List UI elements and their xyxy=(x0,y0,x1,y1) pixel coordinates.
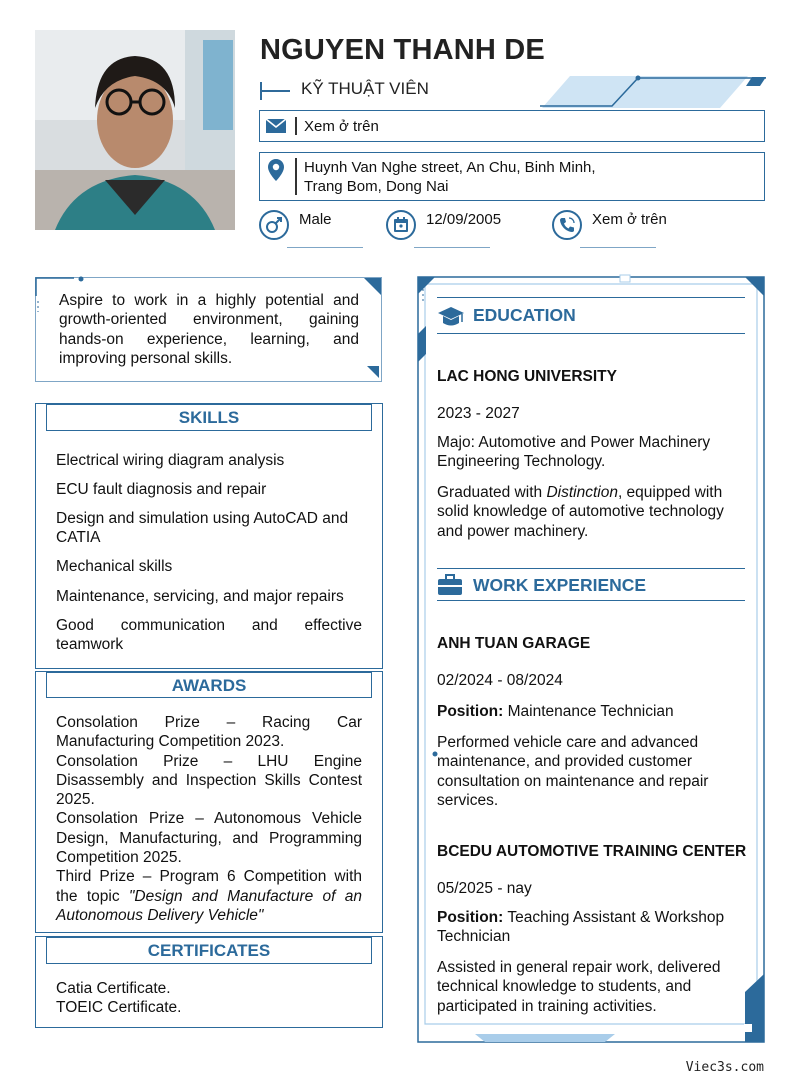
certificate-item: TOEIC Certificate. xyxy=(56,999,182,1016)
experience-title: WORK EXPERIENCE xyxy=(473,575,647,595)
awards-title: AWARDS xyxy=(46,672,372,698)
certificate-item: Catia Certificate. xyxy=(56,980,171,997)
circuit-decoration xyxy=(540,70,770,112)
skill-item: ECU fault diagnosis and repair xyxy=(56,481,267,498)
award-item: Consolation Prize – Autonomous Vehicle Design, Manufacturing, and Programming Competition 2025. xyxy=(56,810,362,867)
phone-icon xyxy=(552,210,582,240)
education-title: EDUCATION xyxy=(473,305,576,325)
email-value[interactable]: Xem ở trên xyxy=(304,118,379,135)
certificates-panel xyxy=(35,936,383,1028)
certificates-title: CERTIFICATES xyxy=(46,937,372,964)
education-period: 2023 - 2027 xyxy=(437,405,520,422)
envelope-icon xyxy=(263,115,289,137)
award-item: Consolation Prize – LHU Engine Disassembly and Inspection Skills Contest 2025. xyxy=(56,752,362,809)
skills-title: SKILLS xyxy=(46,404,372,431)
candidate-name: NGUYEN THANH DE xyxy=(260,34,545,66)
email-row xyxy=(259,110,765,142)
award-list xyxy=(56,713,362,925)
experience-header xyxy=(437,568,745,601)
location-pin-icon xyxy=(263,158,289,182)
birthday-value: 12/09/2005 xyxy=(426,211,502,228)
objective-text: Aspire to work in a highly potential and growth-oriented environment, gaining hands-on experience, learning, and improving personal skills. xyxy=(59,292,359,367)
objective-panel xyxy=(35,277,382,382)
job-description: Assisted in general repair work, delivered technical knowledge to students, and participated in training activities. xyxy=(437,959,721,1015)
underline xyxy=(287,247,363,248)
position-label: Position: xyxy=(437,703,504,720)
education-note xyxy=(437,483,747,541)
address-row xyxy=(259,152,765,201)
skill-item: Electrical wiring diagram analysis xyxy=(56,452,285,469)
job-position xyxy=(437,702,747,721)
award-item-text: Third Prize – Program 6 Competition with the topic xyxy=(56,868,362,905)
address-line-1: Huynh Van Nghe street, An Chu, Binh Minh, xyxy=(304,159,596,176)
address-value xyxy=(304,158,596,196)
job-title: KỸ THUẬT VIÊN xyxy=(301,79,429,98)
underline xyxy=(414,247,490,248)
position-label: Position: xyxy=(437,909,504,926)
profile-photo xyxy=(35,30,235,230)
job-period: 05/2025 - nay xyxy=(437,880,532,897)
company-name: BCEDU AUTOMOTIVE TRAINING CENTER xyxy=(437,843,747,860)
footer-brand[interactable]: Viec3s.com xyxy=(685,1060,764,1075)
education-major: Majo: Automotive and Power Machinery Engineering Technology. xyxy=(437,434,711,471)
job-position xyxy=(437,908,747,947)
awards-panel xyxy=(35,671,383,933)
skill-item: Maintenance, servicing, and major repairs xyxy=(56,588,344,605)
separator xyxy=(295,158,297,195)
separator xyxy=(295,117,297,135)
skill-item: Design and simulation using AutoCAD and CATIA xyxy=(56,510,349,547)
position-value: Teaching Assistant & Workshop Technician xyxy=(437,909,725,946)
company-name: ANH TUAN GARAGE xyxy=(437,635,591,652)
position-value: Maintenance Technician xyxy=(507,703,674,720)
phone-value[interactable]: Xem ở trên xyxy=(592,211,667,228)
award-item xyxy=(56,867,362,925)
graduation-cap-icon xyxy=(437,305,465,334)
job-description: Performed vehicle care and advanced maintenance, and provided customer consultation on maintenance and repair services. xyxy=(437,734,709,809)
calendar-icon xyxy=(386,210,416,240)
award-topic: "Design and Manufacture of an Autonomous Delivery Vehicle" xyxy=(56,887,362,924)
underline xyxy=(580,247,656,248)
skills-panel xyxy=(35,403,383,669)
award-item: Consolation Prize – Racing Car Manufacturing Competition 2023. xyxy=(56,714,362,751)
gender-value: Male xyxy=(299,211,332,228)
education-header xyxy=(437,297,745,334)
skill-item: Mechanical skills xyxy=(56,558,173,575)
title-marker xyxy=(260,90,290,92)
skill-item: Good communication and effective teamwork xyxy=(56,617,362,654)
address-line-2: Trang Bom, Dong Nai xyxy=(304,178,449,195)
education-note-text: Graduated with xyxy=(437,484,547,501)
gender-icon xyxy=(259,210,289,240)
job-period: 02/2024 - 08/2024 xyxy=(437,672,563,689)
education-note-text: , equipped with solid knowledge of automotive technology and power machinery. xyxy=(437,484,724,540)
school-name: LAC HONG UNIVERSITY xyxy=(437,368,617,385)
briefcase-icon xyxy=(437,574,463,601)
education-note-emphasis: Distinction xyxy=(546,484,618,501)
